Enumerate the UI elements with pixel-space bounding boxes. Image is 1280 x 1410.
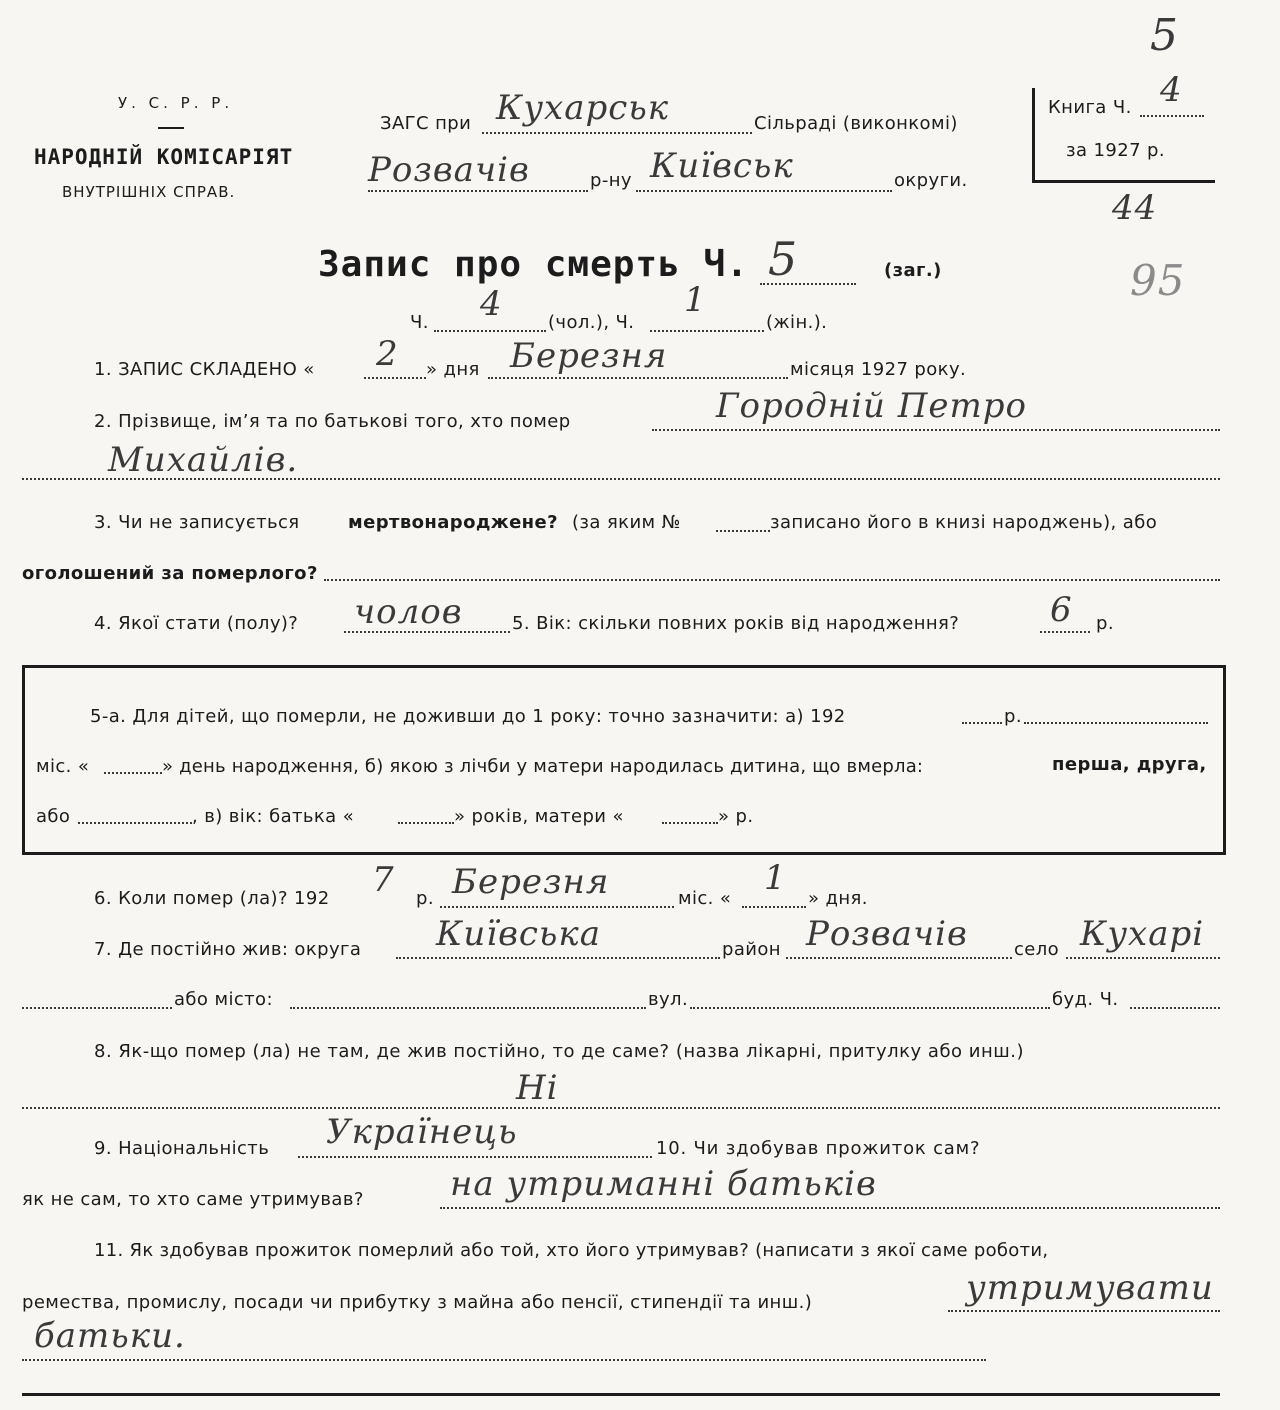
field-7-street: вул. [648,989,689,1010]
birth-day-line [104,772,162,774]
okrugy-label: округи. [894,170,968,191]
field-1-month: місяця 1927 року. [790,359,967,380]
mother-age-line [662,822,718,824]
female-count-line [650,330,764,332]
birth-number-line [716,530,770,532]
nationality-handwriting: Українець [326,1112,518,1152]
occupation-line-2 [22,1359,986,1361]
bottom-rule [22,1393,1220,1396]
rnu-label: р-ну [590,170,632,191]
book-number-handwriting: 4 [1160,70,1183,110]
zags-suffix: Сільраді (виконкомі) [754,113,958,134]
zags-village-line [482,132,752,134]
chol-label: (чол.), Ч. [548,312,635,333]
field-5a-order: перша, друга, [1052,754,1207,775]
field-8-label: 8. Як-що помер (ла) не там, де жив постійно, то де саме? (назва лікарні, притулку або инш.) [94,1041,1024,1062]
field-5a-mother-suffix: » р. [718,806,754,827]
field-11-line-2: ремества, промислу, посади чи прибутку з майна або пенсії, стипендії та инш.) [22,1292,813,1313]
residence-district-line [786,957,1012,959]
residence-village-line [1066,957,1220,959]
header-divider [158,127,184,129]
book-number-line [1140,115,1204,117]
field-5-years: р. [1096,613,1114,634]
district-line [368,190,588,192]
field-6-day: » дня. [808,888,868,909]
residence-district-handwriting: Розвачів [806,914,968,954]
nationality-line [298,1156,652,1158]
residence-village-handwriting: Кухарі [1080,914,1205,954]
field-6-month: міс. « [678,888,732,909]
month-handwriting: Березня [510,336,668,376]
dept-label: ВНУТРІШНІХ СПРАВ. [62,183,236,201]
keeper-line [440,1207,1220,1209]
residence-okrug-handwriting: Київська [436,914,602,954]
occupation-handwriting-2: батьки. [34,1316,186,1356]
field-3-registered: записано його в книзі народжень), або [770,512,1158,533]
field-11-line-1: 11. Як здобував прожиток померлий або той, хто його утримував? (написати з якої саме роботи, [94,1240,1049,1261]
name-handwriting-2: Михайлів. [108,440,299,480]
field-5-label: 5. Вік: скільки повних років від народження? [512,613,960,634]
month-line [488,377,788,379]
residence-okrug-line [396,957,720,959]
field-9-label: 9. Національність [94,1138,270,1159]
field-6-label: 6. Коли помер (ла)? 192 [94,888,330,909]
death-month-handwriting: Березня [452,862,610,902]
field-5a-father: , в) вік: батька « [192,806,355,827]
book-year: за 1927 р. [1066,140,1166,161]
residence-line-2-start [22,1007,172,1009]
declared-line [324,579,1220,581]
okrug-line [636,190,892,192]
number-44-handwriting: 44 [1112,188,1158,228]
age-handwriting: 6 [1050,590,1073,630]
house-line [1130,1007,1220,1009]
field-4-label: 4. Якої стати (полу)? [94,613,299,634]
field-3-stillborn: мертвонароджене? [348,512,558,533]
death-year-handwriting: 7 [372,860,395,900]
field-7-city: або місто: [174,989,273,1010]
ch-label: Ч. [410,312,429,333]
female-count-handwriting: 1 [684,280,707,320]
father-age-line [398,822,454,824]
name-line-1 [652,429,1220,431]
field-5a-or: або [36,806,71,827]
age-line [1040,631,1090,633]
death-month-line [440,906,674,908]
death-place-line [22,1107,1220,1109]
name-handwriting-1: Городній Петро [716,386,1027,426]
field-5a-mother: » років, матери « [454,806,624,827]
field-1-label: 1. ЗАПИС СКЛАДЕНО « [94,359,315,380]
field-7-house: буд. Ч. [1052,989,1119,1010]
field-1-day: » дня [426,359,480,380]
field-2-label: 2. Прізвище, ім’я та по батькові того, хто помер [94,411,571,432]
field-3-label: 3. Чи не записується [94,512,300,533]
district-handwriting: Розвачів [368,150,530,190]
field-7-district: район [722,939,781,960]
keeper-handwriting: на утриманні батьків [450,1164,877,1204]
field-7-label: 7. Де постійно жив: округа [94,939,362,960]
death-place-handwriting: Ні [516,1068,559,1108]
death-day-handwriting: 1 [764,858,787,898]
occupation-line-1 [948,1310,1220,1312]
birth-year-line [962,722,1002,724]
field-5a-line-2: » день народження, б) якою з лічби у матери народилась дитина, що вмерла: [162,756,924,777]
total-number-handwriting: 5 [768,232,799,286]
field-5a-month: міс. « [36,756,90,777]
field-10-label: 10. Чи здобував прожиток сам? [656,1138,981,1159]
street-line [690,1007,1050,1009]
okrug-handwriting: Київськ [650,146,794,186]
zag-label: (заг.) [884,260,942,281]
order-other-line [78,822,192,824]
field-7-village: село [1014,939,1060,960]
field-3-declared: оголошений за померлого? [22,563,318,584]
field-5a-line-1: 5-а. Для дітей, що померли, не доживши до 1 року: точно зазначити: а) 192 [90,706,846,727]
zags-village-handwriting: Кухарськ [496,88,670,128]
sex-handwriting: чолов [354,592,463,632]
commissariat-label: НАРОДНІЙ КОМІСАРІЯТ [34,145,294,169]
field-10-keeper-label: як не сам, то хто саме утримував? [22,1189,364,1210]
field-3-number: (за яким № [572,512,681,533]
record-title: Запис про смерть Ч. [318,244,749,285]
field-5a-year-suffix: р. [1004,706,1022,727]
zhin-label: (жін.). [766,312,828,333]
male-count-line [434,330,546,332]
field-5a-line-1-fill [1024,722,1208,724]
male-count-handwriting: 4 [480,284,503,324]
day-line [364,377,426,379]
death-day-line [742,906,806,908]
field-6-year: р. [416,888,434,909]
day-handwriting: 2 [376,334,399,374]
occupation-handwriting-1: утримувати [966,1268,1214,1308]
republic-label: У. С. Р. Р. [118,94,234,112]
city-line [290,1007,646,1009]
top-number-handwriting: 5 [1150,10,1179,61]
book-label: Книга Ч. [1048,97,1132,118]
number-95-handwriting: 95 [1130,256,1186,305]
zags-prefix: ЗАГС при [380,113,472,134]
